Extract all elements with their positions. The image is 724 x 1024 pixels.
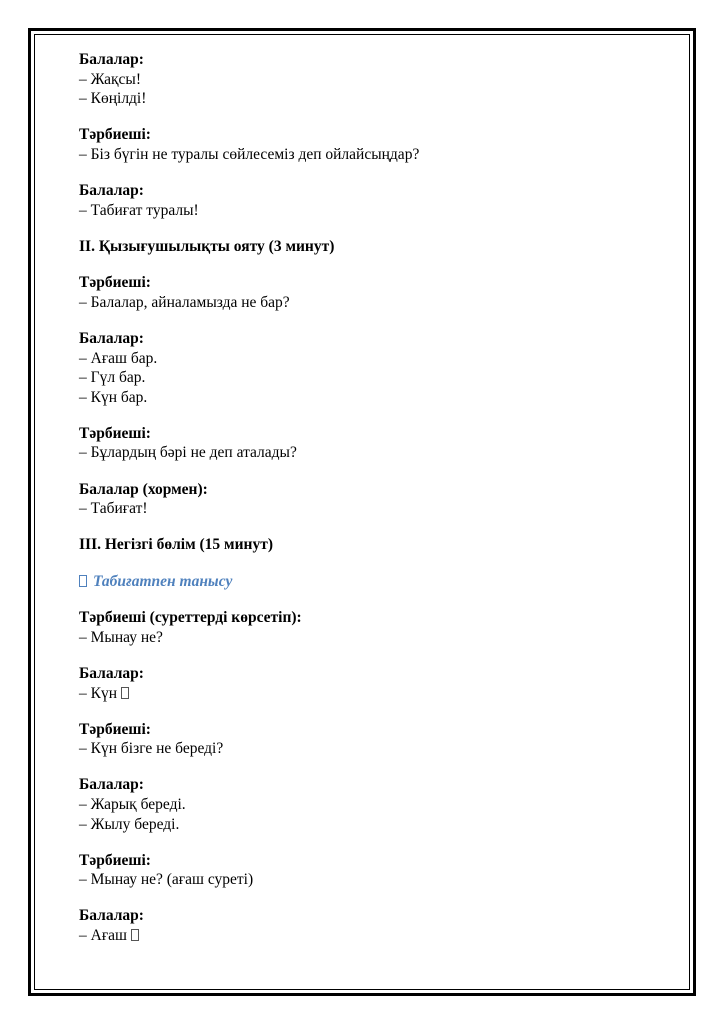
dialogue-block [79,664,669,703]
dialogue-block [79,608,669,647]
dialogue-block [79,329,669,407]
dialogue-block [79,775,669,834]
dialogue-line [79,926,669,946]
document-content [79,50,669,962]
speaker-label: Балалар: [79,665,144,683]
dialogue-line: – Күн бар. [79,388,148,406]
speaker-label: Балалар: [79,51,144,68]
dialogue-line [79,684,669,704]
dialogue-line: – Жақсы! [79,70,141,88]
speaker-label: Балалар: [79,776,144,794]
speaker-label: Тәрбиеші: [79,126,151,144]
section-title-2: II. Қызығушылықты ояту (3 минут) [79,237,335,255]
subheading [79,572,669,592]
dialogue-block [79,181,669,220]
speaker-label: Тәрбиеші: [79,274,151,292]
dialogue-block [79,424,669,463]
missing-glyph-icon [121,687,129,699]
speaker-label: Балалар: [79,329,144,347]
speaker-label: Тәрбиеші: [79,851,151,869]
subheading-text: Табиғатпен танысу [93,572,233,590]
dialogue-line: – Көңілді! [79,90,147,108]
dialogue-block [79,851,669,890]
speaker-label: Тәрбиеші: [79,424,151,442]
dialogue-line: – Ағаш бар. [79,349,158,367]
dialogue-line-text: – Күн [79,684,118,702]
dialogue-block [79,273,669,312]
missing-glyph-icon [131,929,139,941]
dialogue-line: – Біз бүгін не туралы сөйлесеміз деп ойлайсыңдар? [79,145,420,163]
dialogue-block [79,50,669,109]
speaker-label: Тәрбиеші: [79,720,151,738]
dialogue-block [79,906,669,945]
dialogue-line: – Табиғат туралы! [79,201,199,219]
dialogue-block [79,720,669,759]
speaker-label: Тәрбиеші (суреттерді көрсетіп): [79,609,302,627]
section-title-3: III. Негізгі бөлім (15 минут) [79,536,273,554]
dialogue-line: – Күн бізге не береді? [79,740,224,758]
dialogue-line: – Гүл бар. [79,369,146,387]
dialogue-line: – Балалар, айналамызда не бар? [79,293,290,311]
speaker-label: Балалар: [79,907,144,925]
dialogue-block [79,125,669,164]
missing-glyph-icon [79,575,87,587]
dialogue-line: – Бұлардың бәрі не деп аталады? [79,444,297,462]
dialogue-line-text: – Ағаш [79,927,127,944]
dialogue-line: – Мынау не? (ағаш суреті) [79,871,254,889]
speaker-label: Балалар (хормен): [79,480,208,498]
dialogue-line: – Табиғат! [79,500,148,518]
dialogue-line: – Жарық береді. [79,796,186,814]
dialogue-line: – Жылу береді. [79,815,180,833]
dialogue-line: – Мынау не? [79,628,163,646]
dialogue-block [79,480,669,519]
speaker-label: Балалар: [79,181,144,199]
